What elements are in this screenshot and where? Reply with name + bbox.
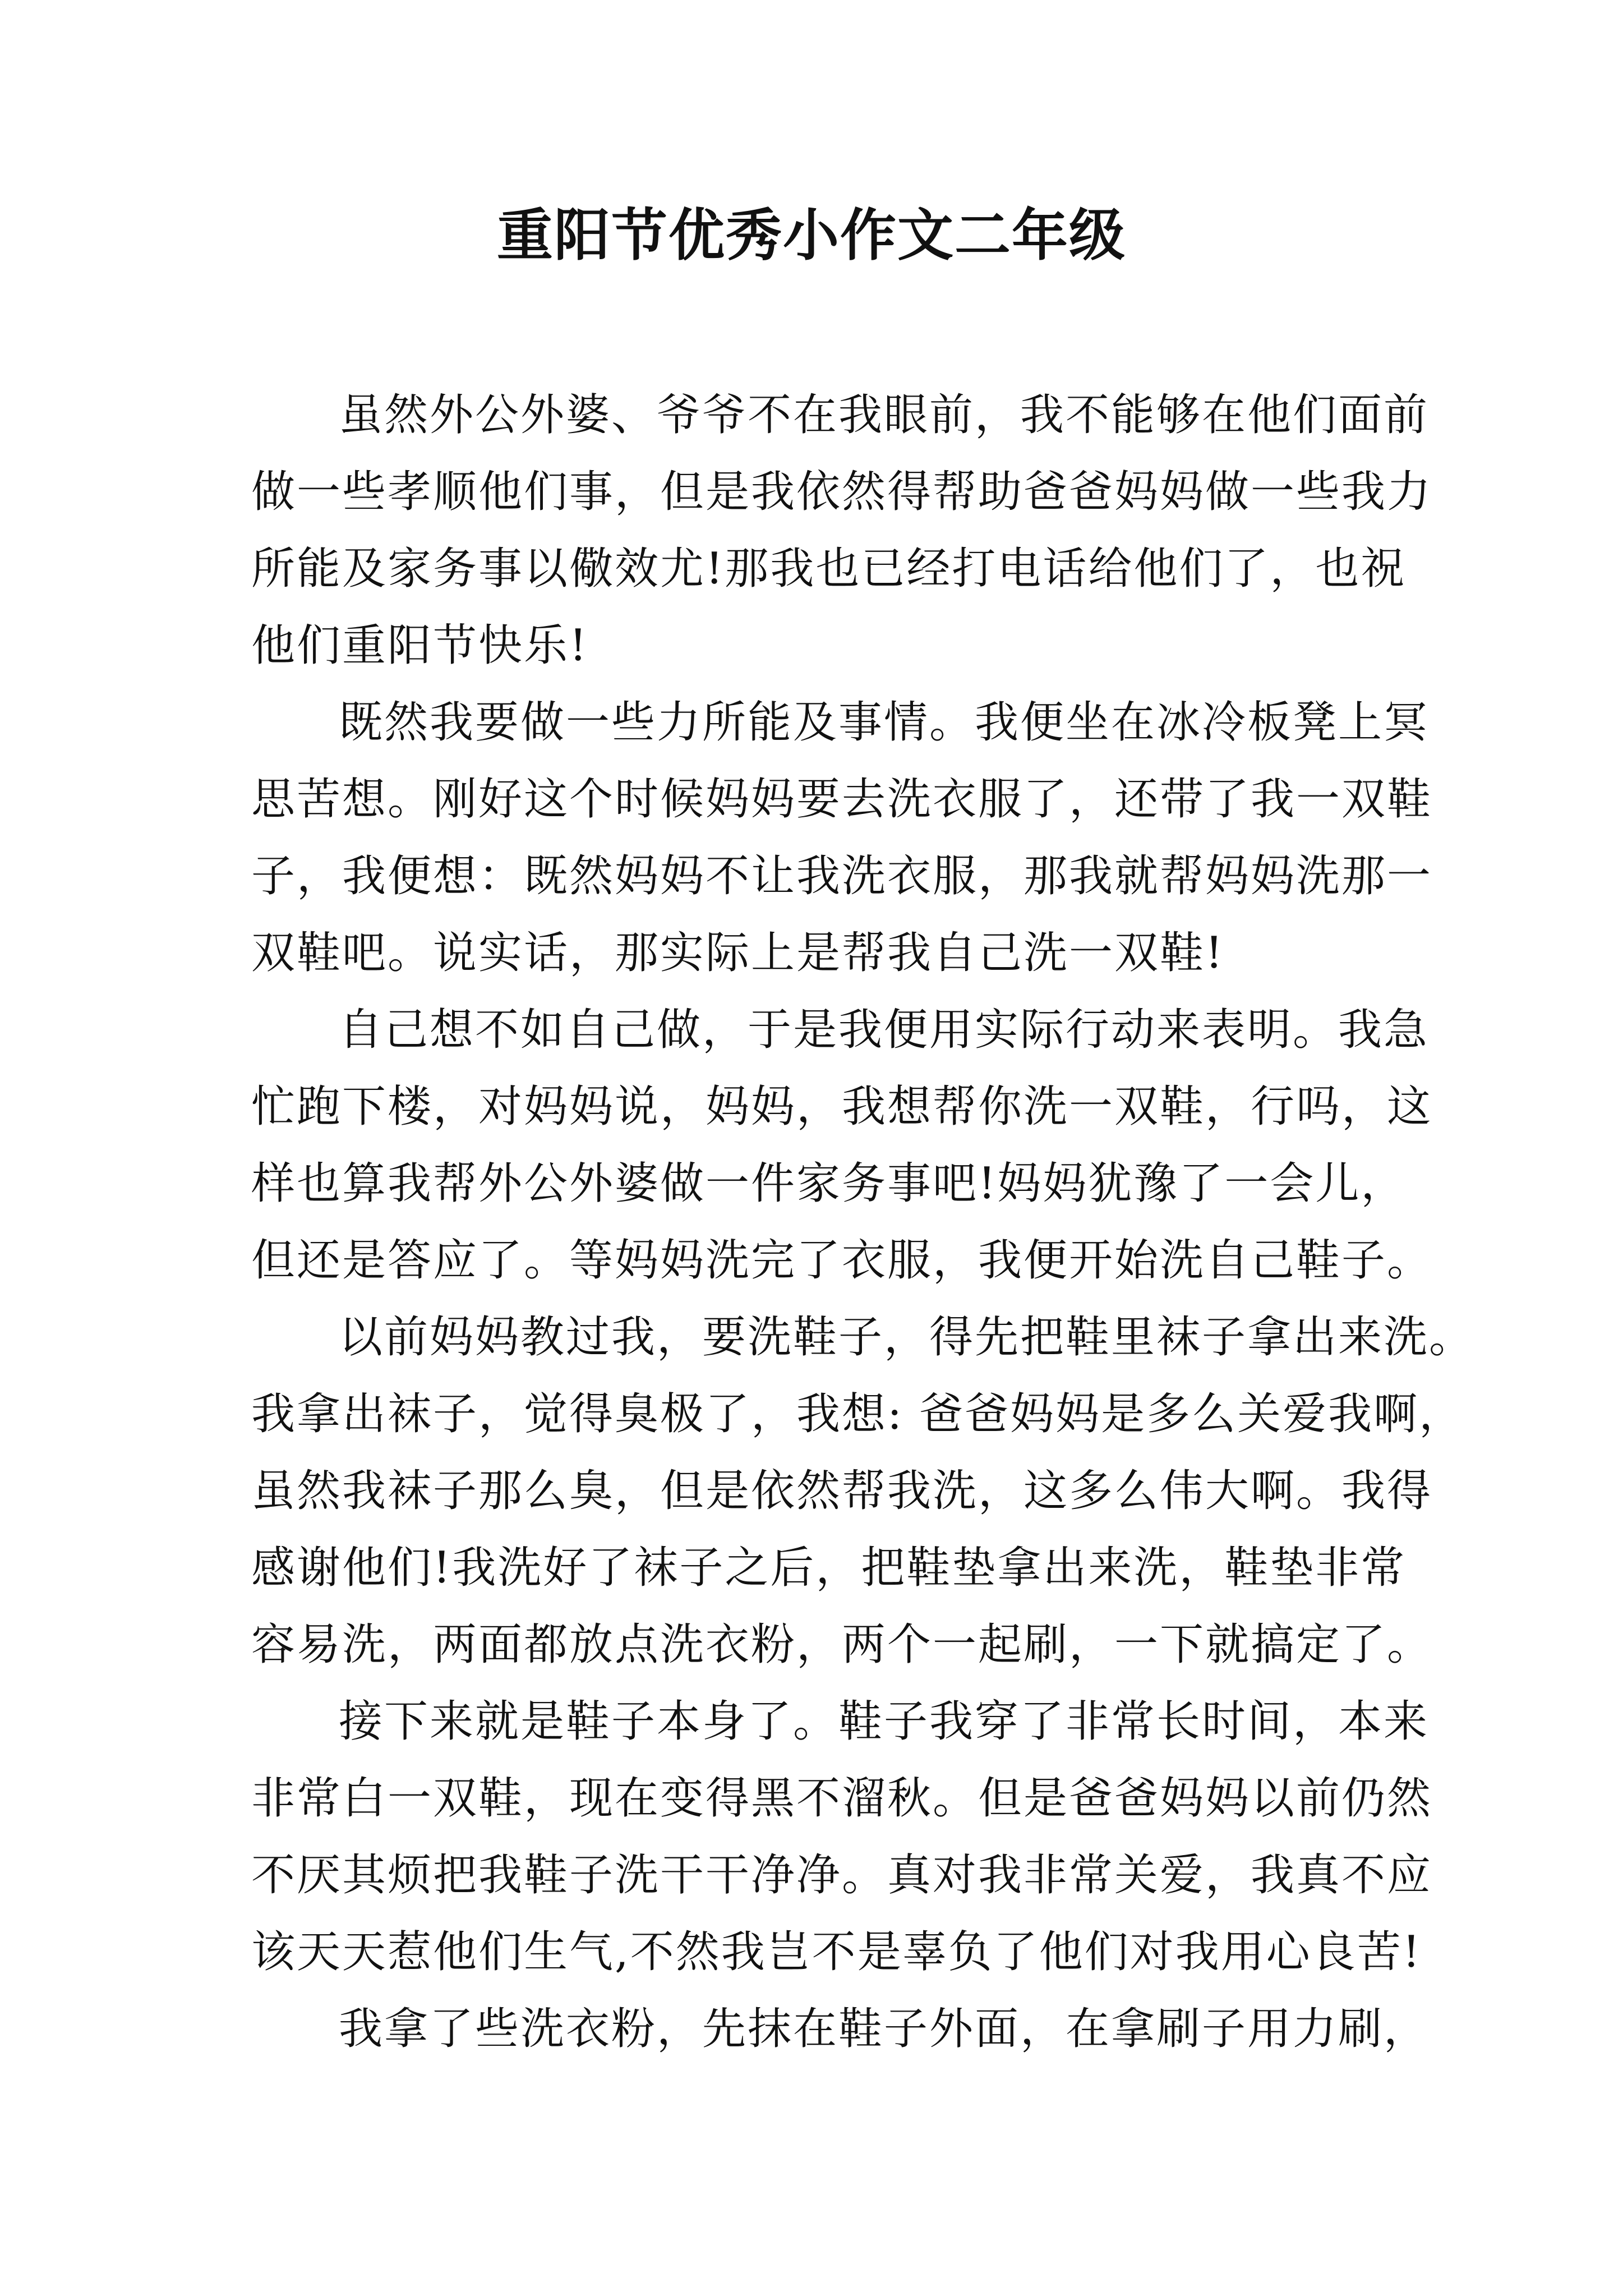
paragraph-5-line-2: 非常白一双鞋，现在变得黑不溜秋。但是爸爸妈妈以前仍然 bbox=[251, 1773, 1433, 1824]
paragraph-2-line-2: 思苦想。刚好这个时候妈妈要去洗衣服了，还带了我一双鞋 bbox=[251, 774, 1433, 825]
paragraph-4-line-1: 以前妈妈教过我，要洗鞋子，得先把鞋里袜子拿出来洗。 bbox=[339, 1312, 1475, 1363]
paragraph-2-line-4: 双鞋吧。说实话，那实际上是帮我自己洗一双鞋! bbox=[251, 928, 1225, 978]
paragraph-4-line-4: 感谢他们!我洗好了袜子之后，把鞋垫拿出来洗，鞋垫非常 bbox=[251, 1543, 1407, 1593]
paragraph-3-line-1: 自己想不如自己做，于是我便用实际行动来表明。我急 bbox=[339, 1005, 1430, 1055]
paragraph-3-line-3: 样也算我帮外公外婆做一件家务事吧!妈妈犹豫了一会儿， bbox=[251, 1158, 1407, 1209]
paragraph-3-line-4: 但还是答应了。等妈妈洗完了衣服，我便开始洗自己鞋子。 bbox=[251, 1235, 1433, 1286]
paragraph-5-line-1: 接下来就是鞋子本身了。鞋子我穿了非常长时间，本来 bbox=[339, 1696, 1430, 1747]
paragraph-5-line-3: 不厌其烦把我鞋子洗干干净净。真对我非常关爱，我真不应 bbox=[251, 1850, 1433, 1901]
paragraph-4-line-5: 容易洗，两面都放点洗衣粉，两个一起刷，一下就搞定了。 bbox=[251, 1619, 1433, 1670]
paragraph-5-line-4: 该天天惹他们生气,不然我岂不是辜负了他们对我用心良苦! bbox=[251, 1927, 1422, 1977]
paragraph-1-line-3: 所能及家务事以儆效尤!那我也已经打电话给他们了，也祝 bbox=[251, 544, 1407, 594]
paragraph-6-line-1: 我拿了些洗衣粉，先抹在鞋子外面，在拿刷子用力刷， bbox=[339, 2004, 1430, 2054]
paragraph-1-line-2: 做一些孝顺他们事，但是我依然得帮助爸爸妈妈做一些我力 bbox=[251, 467, 1433, 517]
paragraph-4-line-2: 我拿出袜子，觉得臭极了，我想: 爸爸妈妈是多么关爱我啊， bbox=[251, 1389, 1465, 1439]
paragraph-2-line-1: 既然我要做一些力所能及事情。我便坐在冰冷板凳上冥 bbox=[339, 697, 1430, 748]
paragraph-1-line-4: 他们重阳节快乐! bbox=[251, 620, 589, 671]
paragraph-2-line-3: 子，我便想：既然妈妈不让我洗衣服，那我就帮妈妈洗那一 bbox=[251, 851, 1433, 901]
paragraph-1-line-1: 虽然外公外婆、爷爷不在我眼前，我不能够在他们面前 bbox=[339, 390, 1430, 440]
document-title: 重阳节优秀小作文二年级 bbox=[497, 203, 1126, 268]
paragraph-3-line-2: 忙跑下楼，对妈妈说，妈妈，我想帮你洗一双鞋，行吗，这 bbox=[251, 1082, 1433, 1132]
paragraph-4-line-3: 虽然我袜子那么臭，但是依然帮我洗，这多么伟大啊。我得 bbox=[251, 1466, 1433, 1516]
